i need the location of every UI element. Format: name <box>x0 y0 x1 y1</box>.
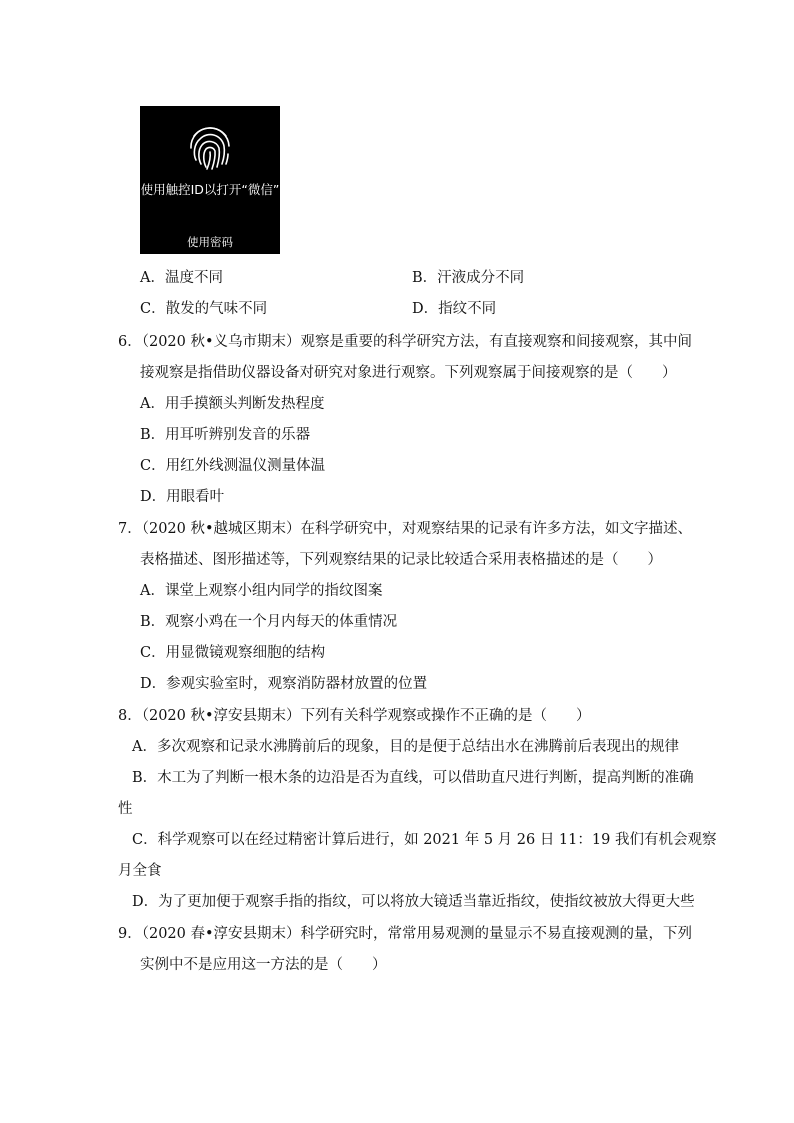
touch-id-screenshot <box>140 106 280 254</box>
q6-option-a: A．用手摸额头判断发热程度 <box>140 396 325 412</box>
q5-option-d: D．指纹不同 <box>412 301 497 317</box>
q6-option-d: D．用眼看叶 <box>140 489 225 505</box>
q6-number: 6． <box>118 334 142 350</box>
q8-number: 8． <box>118 708 142 724</box>
q6-option-c: C．用红外线测温仪测量体温 <box>140 458 326 474</box>
touch-id-message: 使用触控ID以打开“微信” <box>140 182 280 197</box>
q8-option-c-line1: C．科学观察可以在经过精密计算后进行，如 2021 年 5 月 26 日 11：19 我们有机会观察 <box>132 832 717 848</box>
q8-stem-line1 <box>118 706 591 726</box>
q6-text-line2: 接观察是指借助仪器设备对研究对象进行观察。下列观察属于间接观察的是（ ） <box>140 365 677 381</box>
q9-stem-line1 <box>118 924 692 944</box>
q8-option-d: D．为了更加便于观察手指的指纹，可以将放大镜适当靠近指纹，使指纹被放大得更大些 <box>132 894 695 910</box>
q9-text-line2: 实例中不是应用这一方法的是（ ） <box>140 957 387 973</box>
fingerprint-icon <box>184 120 236 172</box>
q7-option-d: D．参观实验室时，观察消防器材放置的位置 <box>140 676 428 692</box>
q7-option-a: A．课堂上观察小组内同学的指纹图案 <box>140 583 383 599</box>
q7-number: 7． <box>118 521 142 537</box>
q6-stem-line1 <box>118 332 692 352</box>
q7-text-line2: 表格描述、图形描述等，下列观察结果的记录比较适合采用表格描述的是（ ） <box>140 552 662 568</box>
q8-option-a: A．多次观察和记录水沸腾前后的现象，目的是便于总结出水在沸腾前后表现出的规律 <box>132 739 679 755</box>
q8-option-c-line2: 月全食 <box>118 863 162 879</box>
q8-option-b-line1: B．木工为了判断一根木条的边沿是否为直线，可以借助直尺进行判断，提高判断的准确 <box>132 770 694 786</box>
q9-text-line1: （2020 春•淳安县期末）科学研究时，常常用易观测的量显示不易直接观测的量，下列 <box>141 926 693 942</box>
q7-option-b: B．观察小鸡在一个月内每天的体重情况 <box>140 614 398 630</box>
q7-stem-line1 <box>118 519 692 539</box>
use-password-button[interactable]: 使用密码 <box>187 235 233 249</box>
q7-text-line1: （2020 秋•越城区期末）在科学研究中，对观察结果的记录有许多方法，如文字描述、 <box>141 521 693 537</box>
q8-text-line1: （2020 秋•淳安县期末）下列有关科学观察或操作不正确的是（ ） <box>141 708 591 724</box>
q6-text-line1: （2020 秋•义乌市期末）观察是重要的科学研究方法，有直接观察和间接观察，其中间 <box>141 334 693 350</box>
q8-option-b-line2: 性 <box>118 801 133 817</box>
q5-option-b: B．汗液成分不同 <box>412 270 525 286</box>
q6-option-b: B．用耳听辨别发音的乐器 <box>140 427 311 443</box>
q9-number: 9． <box>118 926 142 942</box>
q5-option-c: C．散发的气味不同 <box>140 301 268 317</box>
q5-option-a: A．温度不同 <box>140 270 223 286</box>
q7-option-c: C．用显微镜观察细胞的结构 <box>140 645 326 661</box>
